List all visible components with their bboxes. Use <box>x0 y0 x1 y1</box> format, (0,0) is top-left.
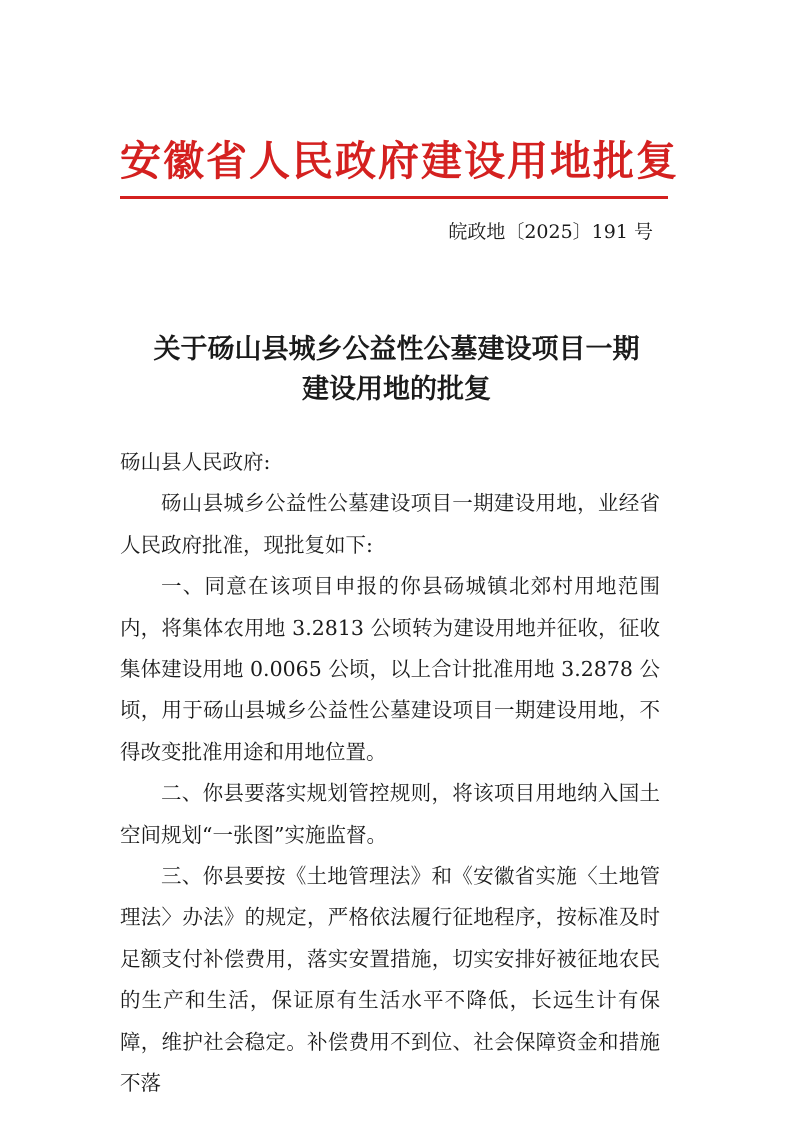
paragraph-intro: 砀山县城乡公益性公墓建设项目一期建设用地，业经省人民政府批准，现批复如下: <box>120 491 660 557</box>
red-divider-line <box>120 196 668 199</box>
document-title-line-1: 关于砀山县城乡公益性公墓建设项目一期 <box>153 334 640 365</box>
salutation: 砀山县人民政府: <box>120 450 271 474</box>
document-title <box>100 330 693 410</box>
document-title-line-2: 建设用地的批复 <box>302 374 491 405</box>
paragraph-item-2: 二、你县要落实规划管控规则，将该项目用地纳入国土空间规划“一张图”实施监督。 <box>120 781 660 847</box>
document-body <box>120 442 660 1105</box>
paragraph-item-1: 一、同意在该项目申报的你县砀城镇北郊村用地范围内，将集体农用地 3.2813 公顷转为建设用地并征收，征收集体建设用地 0.0065 公顷，以上合计批准用地 3.2878 公顷，用于砀山县城乡公益性公墓建设项目一期建设用地，不得改变批准用途和用地位置。 <box>120 574 660 764</box>
header-title: 安徽省人民政府建设用地批复 <box>120 137 679 185</box>
paragraph-item-3: 三、你县要按《土地管理法》和《安徽省实施〈土地管理法〉办法》的规定，严格依法履行征地程序，按标准及时足额支付补偿费用，落实安置措施，切实安排好被征地农民的生产和生活，保证原有生活水平不降低，长远生计有保障，维护社会稳定。补偿费用不到位、社会保障资金和措施不落 <box>120 864 660 1096</box>
document-number: 皖政地〔2025〕191 号 <box>448 221 653 243</box>
